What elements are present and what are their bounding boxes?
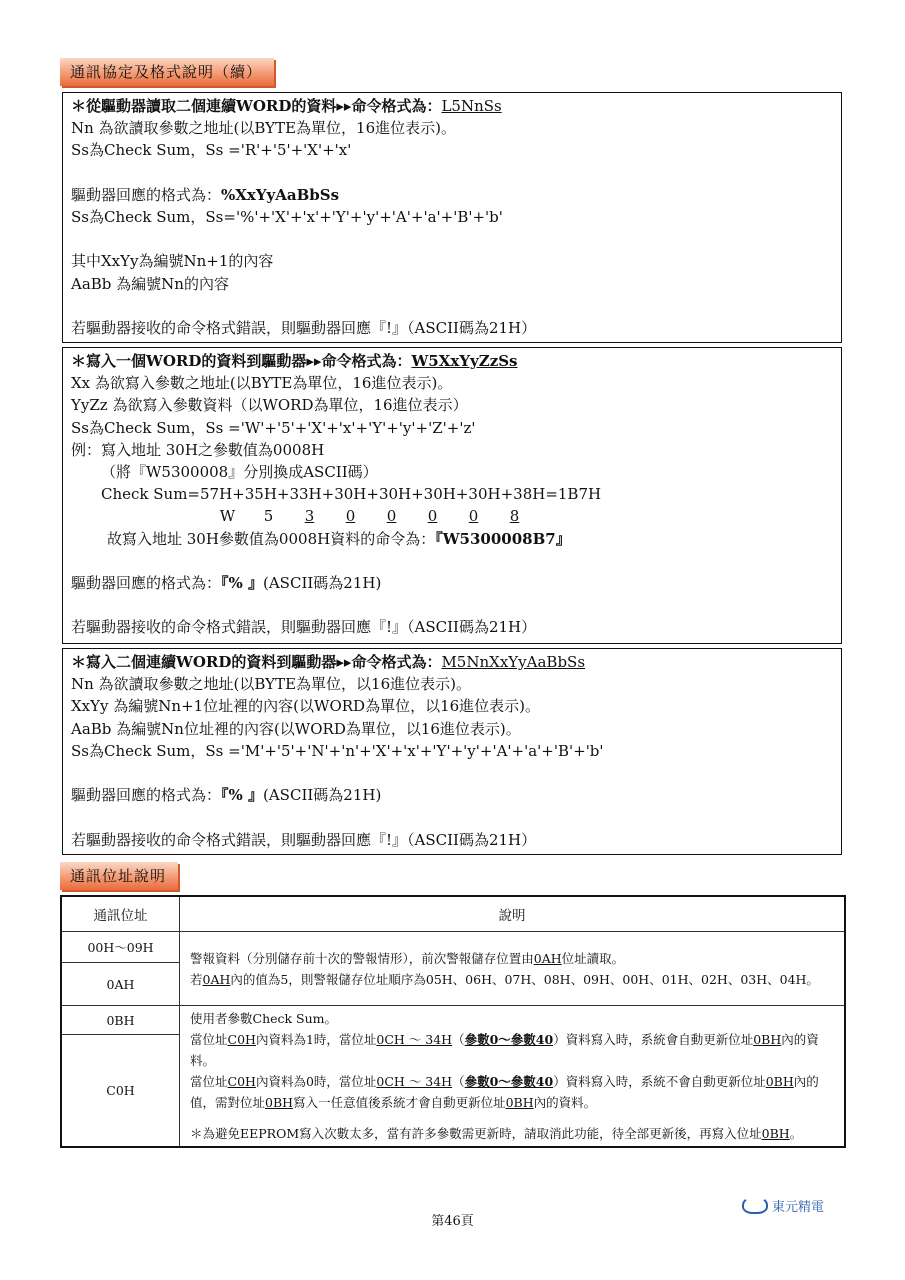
box1-line: Ss為Check Sum，Ss ='R'+'5'+'X'+'x' (71, 141, 352, 160)
box1-command: L5NnSs (441, 97, 502, 115)
address-cell: 0AH (61, 963, 180, 1006)
col-header-description: 說明 (180, 896, 846, 932)
box2-char-row: W 5 3 0 0 0 0 8 (219, 507, 520, 526)
box2-command: W5XxYyZzSs (411, 352, 518, 370)
page-number: 第46頁 (431, 1214, 474, 1229)
table-header-row (61, 896, 845, 932)
box2-example: 例：寫入地址 30H之參數值為0008H (71, 440, 325, 459)
write-one-word-box (62, 347, 842, 644)
box2-error-note: 若驅動器接收的命令格式錯誤，則驅動器回應『!』（ASCII碼為21H） (71, 618, 537, 637)
read-two-words-box (62, 92, 842, 343)
box1-line: 其中XxYy為編號Nn+1的內容 (71, 252, 274, 271)
box2-checksum: Check Sum=57H+35H+33H+30H+30H+30H+30H+38H=1B7H (101, 485, 602, 504)
box3-reply-format: 驅動器回應的格式為：『% 』(ASCII碼為21H) (71, 786, 382, 805)
write-two-words-box (62, 648, 842, 855)
box3-error-note: 若驅動器接收的命令格式錯誤，則驅動器回應『!』（ASCII碼為21H） (71, 830, 537, 849)
section-title-protocol: 通訊協定及格式說明（續） (60, 58, 274, 86)
box2-reply-format: 驅動器回應的格式為：『% 』(ASCII碼為21H) (71, 573, 382, 592)
box2-heading: ＊寫入一個WORD的資料到驅動器▸▸命令格式為：W5XxYyZzSs (71, 352, 518, 370)
box1-line: Ss為Check Sum，Ss='%'+'X'+'x'+'Y'+'y'+'A'+'a'+'B'+'b' (71, 207, 503, 226)
box1-line: Nn 為欲讀取參數之地址(以BYTE為單位，16進位表示)。 (71, 119, 456, 138)
table-row (61, 932, 845, 963)
box3-command: M5NnXxYyAaBbSs (441, 653, 586, 671)
box1-heading: ＊從驅動器讀取二個連續WORD的資料▸▸命令格式為：L5NnSs (71, 97, 502, 115)
address-cell: 00H～09H (61, 932, 180, 963)
table-row (61, 1006, 845, 1035)
box1-error-note: 若驅動器接收的命令格式錯誤，則驅動器回應『!』（ASCII碼為21H） (71, 318, 537, 337)
box1-line: AaBb 為編號Nn的內容 (71, 274, 229, 293)
address-table (60, 895, 846, 1148)
box1-reply-format: 驅動器回應的格式為：%XxYyAaBbSs (71, 185, 340, 204)
box2-line: YyZz 為欲寫入參數資料（以WORD為單位，16進位表示） (71, 396, 468, 415)
box2-result: 故寫入地址 30H參數值為0008H資料的命令為：『W5300008B7』 (107, 529, 571, 548)
col-header-address: 通訊位址 (61, 896, 180, 932)
box2-line: Xx 為欲寫入參數之地址(以BYTE為單位，16進位表示)。 (71, 374, 453, 393)
address-cell: C0H (61, 1035, 180, 1148)
box3-line: AaBb 為編號Nn位址裡的內容(以WORD為單位，以16進位表示)。 (71, 719, 521, 738)
brand-mark-icon (742, 1196, 768, 1214)
box3-line: XxYy 為編號Nn+1位址裡的內容(以WORD為單位，以16進位表示)。 (71, 697, 541, 716)
section-title-address: 通訊位址說明 (60, 862, 178, 890)
description-cell: 警報資料（分別儲存前十次的警報情形），前次警報儲存位置由0AH位址讀取。 若0AH內的值為5，則警報儲存位址順序為05H、06H、07H、08H、09H、00H、01H、02H、03H、04H。 (180, 932, 846, 1006)
box2-line: （將『W5300008』分別換成ASCII碼） (101, 462, 378, 481)
box3-line: Nn 為欲讀取參數之地址(以BYTE為單位，以16進位表示)。 (71, 675, 471, 694)
brand-logo: 東元精電 (742, 1194, 824, 1216)
description-cell: 使用者參數Check Sum。 當位址C0H內資料為1時，當位址0CH ～ 34H（參數0～參數40）資料寫入時，系統會自動更新位址0BH內的資料。 當位址C0H內資料為0時，當位址0CH ～ 34H（參數0～參數40）資料寫入時，系統不會自動更新位址0BH內的值，需對位址0BH寫入一任意值後系統才會自動更新位址0BH內的資料。 ＊為避免EEPROM寫入次數太多，當有許多參數需更新時，請取消此功能，待全部更新後，再寫入位址0BH。 (180, 1006, 846, 1148)
box3-heading: ＊寫入二個連續WORD的資料到驅動器▸▸命令格式為：M5NnXxYyAaBbSs (71, 653, 586, 671)
address-cell: 0BH (61, 1006, 180, 1035)
box2-line: Ss為Check Sum，Ss ='W'+'5'+'X'+'x'+'Y'+'y'+'Z'+'z' (71, 418, 476, 437)
box3-line: Ss為Check Sum，Ss ='M'+'5'+'N'+'n'+'X'+'x'+'Y'+'y'+'A'+'a'+'B'+'b' (71, 741, 604, 760)
